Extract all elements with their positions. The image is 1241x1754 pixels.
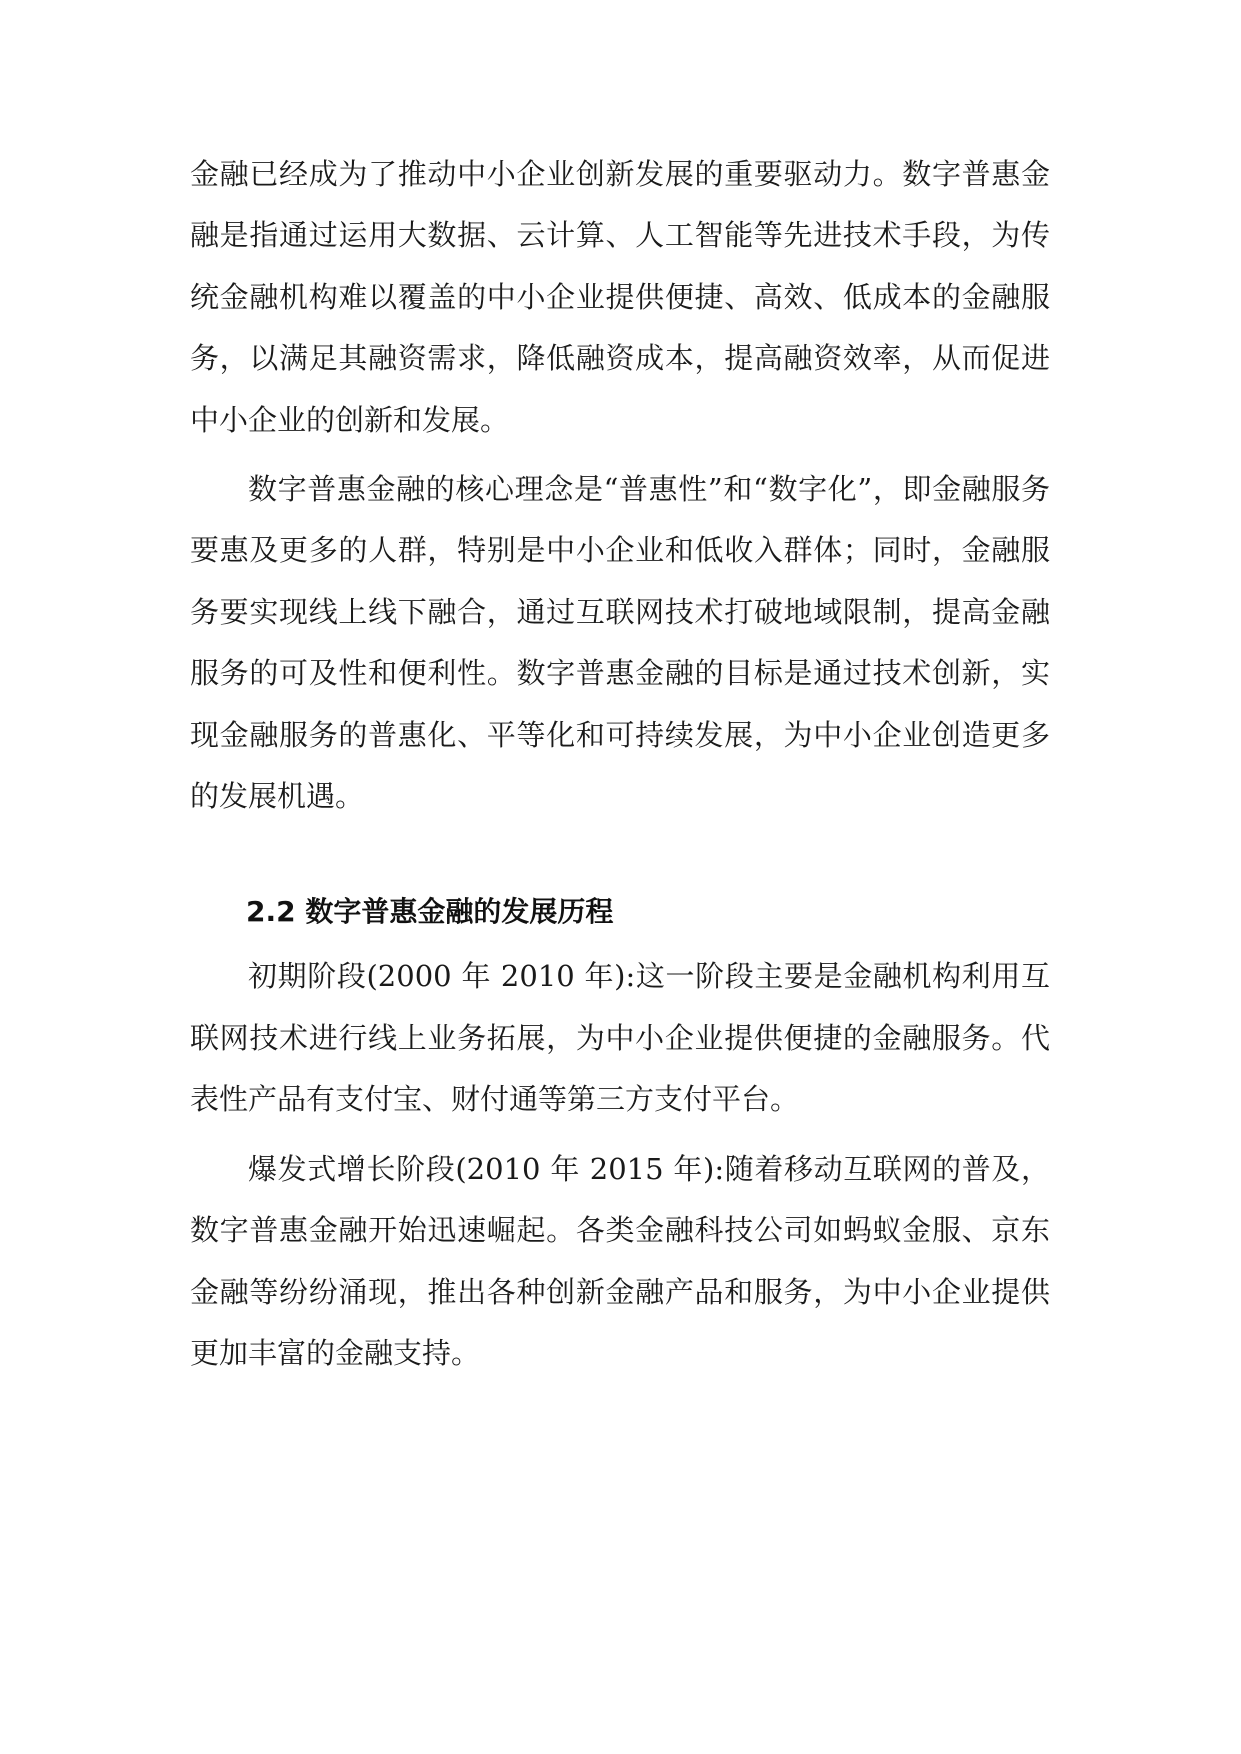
section-heading: 2.2 数字普惠金融的发展历程 xyxy=(246,895,614,929)
paragraph-rapid-growth-stage: 爆发式增长阶段(2010 年 2015 年):随着移动互联网的普及，数字普惠金融开始迅速崛起。各类金融科技公司如蚂蚁金服、京东金融等纷纷涌现，推出各种创新金融产品和服务，为中小企业提供更加丰富的金融支持。 xyxy=(190,1151,1050,1370)
paragraph-continuation: 金融已经成为了推动中小企业创新发展的重要驱动力。数字普惠金融是指通过运用大数据、云计算、人工智能等先进技术手段，为传统金融机构难以覆盖的中小企业提供便捷、高效、低成本的金融服务，以满足其融资需求，降低融资成本，提高融资效率，从而促进中小企业的创新和发展。 xyxy=(190,157,1050,437)
paragraph-core-concept: 数字普惠金融的核心理念是“普惠性”和“数字化”，即金融服务要惠及更多的人群，特别是中小企业和低收入群体；同时，金融服务要实现线上线下融合，通过互联网技术打破地域限制，提高金融服务的可及性和便利性。数字普惠金融的目标是通过技术创新，实现金融服务的普惠化、平等化和可持续发展，为中小企业创造更多的发展机遇。 xyxy=(190,472,1050,814)
document-body xyxy=(190,144,1050,1384)
paragraph-initial-stage: 初期阶段(2000 年 2010 年):这一阶段主要是金融机构利用互联网技术进行线上业务拓展，为中小企业提供便捷的金融服务。代表性产品有支付宝、财付通等第三方支付平台。 xyxy=(190,959,1050,1117)
